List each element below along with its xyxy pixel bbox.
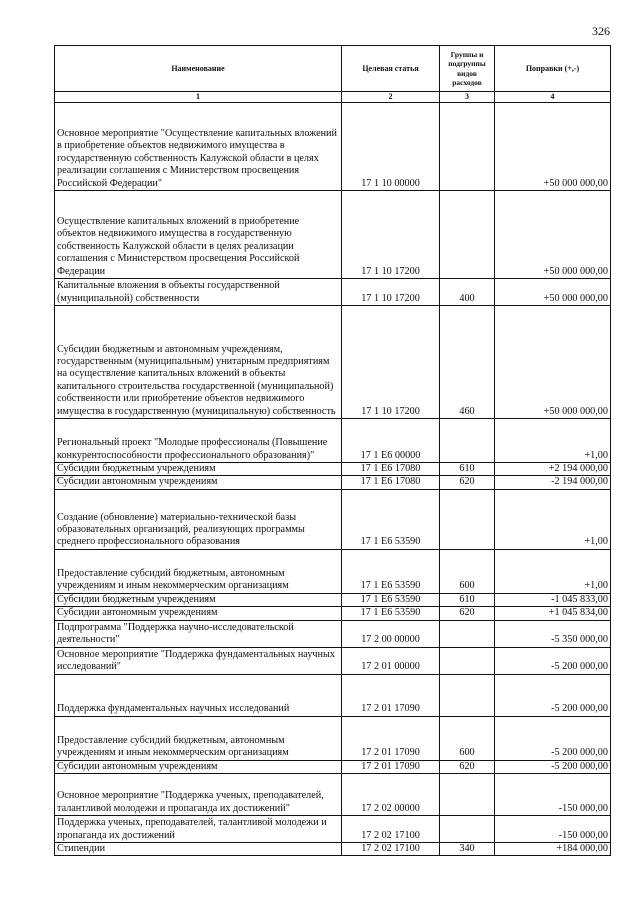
table-row: [55, 489, 611, 549]
row-name: Предоставление субсидий бюджетным, автономным учреждениям и иным некоммерческим организациям: [55, 716, 342, 760]
row-code: 17 2 01 00000: [342, 647, 440, 674]
row-code: 17 2 01 17090: [342, 760, 440, 773]
row-amount: +2 194 000,00: [495, 463, 611, 476]
row-name: Создание (обновление) материально-технической базы образовательных организаций, реализующих программы среднего профессионального образования: [55, 489, 342, 549]
row-name: Субсидии автономным учреждениям: [55, 760, 342, 773]
header-group: Группы и подгруппы видов расходов: [440, 46, 495, 92]
row-group: 460: [440, 306, 495, 419]
row-code: 17 2 02 17100: [342, 843, 440, 856]
table-row: [55, 191, 611, 279]
row-group: 340: [440, 843, 495, 856]
row-group: [440, 774, 495, 816]
row-group: [440, 620, 495, 647]
row-amount: +50 000 000,00: [495, 191, 611, 279]
row-name: Субсидии автономным учреждениям: [55, 607, 342, 620]
row-amount: +50 000 000,00: [495, 306, 611, 419]
row-code: 17 2 01 17090: [342, 716, 440, 760]
table-row: [55, 620, 611, 647]
table-row: [55, 279, 611, 306]
column-number-row: [55, 92, 611, 103]
row-amount: +1,00: [495, 489, 611, 549]
row-amount: -5 200 000,00: [495, 760, 611, 773]
row-amount: -5 200 000,00: [495, 674, 611, 716]
row-amount: +1,00: [495, 419, 611, 463]
row-code: 17 1 E6 17080: [342, 463, 440, 476]
row-name: Подпрограмма "Поддержка научно-исследовательской деятельности": [55, 620, 342, 647]
table-row: [55, 476, 611, 489]
table-row: [55, 774, 611, 816]
row-group: [440, 489, 495, 549]
row-code: 17 1 10 17200: [342, 279, 440, 306]
column-number: 1: [55, 92, 342, 103]
table-row: [55, 306, 611, 419]
row-code: 17 1 10 17200: [342, 306, 440, 419]
row-amount: -150 000,00: [495, 774, 611, 816]
column-number: 2: [342, 92, 440, 103]
row-group: 400: [440, 279, 495, 306]
row-code: 17 2 00 00000: [342, 620, 440, 647]
row-code: 17 1 E6 53590: [342, 549, 440, 593]
table-row: [55, 843, 611, 856]
row-group: [440, 674, 495, 716]
row-code: 17 1 E6 53590: [342, 607, 440, 620]
row-code: 17 1 E6 17080: [342, 476, 440, 489]
row-name: Основное мероприятие "Поддержка ученых, преподавателей, талантливой молодежи и пропаганда их достижений": [55, 774, 342, 816]
row-group: 620: [440, 607, 495, 620]
row-amount: -150 000,00: [495, 816, 611, 843]
table-row: [55, 816, 611, 843]
row-code: 17 1 E6 53590: [342, 489, 440, 549]
table-row: [55, 593, 611, 606]
row-code: 17 1 10 17200: [342, 191, 440, 279]
row-name: Поддержка фундаментальных научных исследований: [55, 674, 342, 716]
row-amount: +1 045 834,00: [495, 607, 611, 620]
row-group: [440, 103, 495, 191]
row-amount: -5 200 000,00: [495, 716, 611, 760]
header-name: Наименование: [55, 46, 342, 92]
row-amount: -2 194 000,00: [495, 476, 611, 489]
budget-amendments-table: [54, 45, 611, 856]
header-amend: Поправки (+,-): [495, 46, 611, 92]
row-amount: +50 000 000,00: [495, 103, 611, 191]
row-amount: -5 200 000,00: [495, 647, 611, 674]
row-name: Основное мероприятие "Осуществление капитальных вложений в приобретение объектов недвижимого имущества в государственную собственность Калужской области в целях реализации соглашения с Министерством просвещения Российской Федерации": [55, 103, 342, 191]
row-group: [440, 647, 495, 674]
table-row: [55, 419, 611, 463]
row-group: 610: [440, 593, 495, 606]
row-name: Предоставление субсидий бюджетным, автономным учреждениям и иным некоммерческим организациям: [55, 549, 342, 593]
table-row: [55, 103, 611, 191]
row-name: Стипендии: [55, 843, 342, 856]
row-name: Поддержка ученых, преподавателей, талантливой молодежи и пропаганда их достижений: [55, 816, 342, 843]
table-row: [55, 463, 611, 476]
header-target: Целевая статья: [342, 46, 440, 92]
row-code: 17 2 02 00000: [342, 774, 440, 816]
row-name: Субсидии автономным учреждениям: [55, 476, 342, 489]
row-group: [440, 191, 495, 279]
table-row: [55, 760, 611, 773]
table-row: [55, 674, 611, 716]
row-group: 600: [440, 549, 495, 593]
page-number: 326: [592, 24, 610, 38]
row-amount: +1,00: [495, 549, 611, 593]
row-amount: -1 045 833,00: [495, 593, 611, 606]
row-name: Осуществление капитальных вложений в приобретение объектов недвижимого имущества в государственную собственность Калужской области в целях реализации соглашения с Министерством просвещения Российской Федерации: [55, 191, 342, 279]
row-amount: +184 000,00: [495, 843, 611, 856]
row-group: [440, 816, 495, 843]
row-group: 620: [440, 760, 495, 773]
table-row: [55, 549, 611, 593]
row-group: [440, 419, 495, 463]
column-number: 3: [440, 92, 495, 103]
row-code: 17 1 10 00000: [342, 103, 440, 191]
row-group: 610: [440, 463, 495, 476]
row-group: 620: [440, 476, 495, 489]
row-name: Региональный проект "Молодые профессионалы (Повышение конкурентоспособности профессионального образования)": [55, 419, 342, 463]
row-name: Субсидии бюджетным учреждениям: [55, 463, 342, 476]
table-row: [55, 716, 611, 760]
row-name: Основное мероприятие "Поддержка фундаментальных научных исследований": [55, 647, 342, 674]
row-code: 17 1 E6 00000: [342, 419, 440, 463]
row-amount: +50 000 000,00: [495, 279, 611, 306]
table-header-row: [55, 46, 611, 92]
row-code: 17 1 E6 53590: [342, 593, 440, 606]
table-row: [55, 647, 611, 674]
row-amount: -5 350 000,00: [495, 620, 611, 647]
row-name: Капитальные вложения в объекты государственной (муниципальной) собственности: [55, 279, 342, 306]
row-group: 600: [440, 716, 495, 760]
row-code: 17 2 02 17100: [342, 816, 440, 843]
row-code: 17 2 01 17090: [342, 674, 440, 716]
column-number: 4: [495, 92, 611, 103]
row-name: Субсидии бюджетным и автономным учреждениям, государственным (муниципальным) унитарным предприятиям на осуществление капитальных вложений в объекты капитального строительства государственной (муниципальной) собственности или приобретение объектов недвижимого имущества в государственную (муниципальную) собственность: [55, 306, 342, 419]
row-name: Субсидии бюджетным учреждениям: [55, 593, 342, 606]
table-row: [55, 607, 611, 620]
